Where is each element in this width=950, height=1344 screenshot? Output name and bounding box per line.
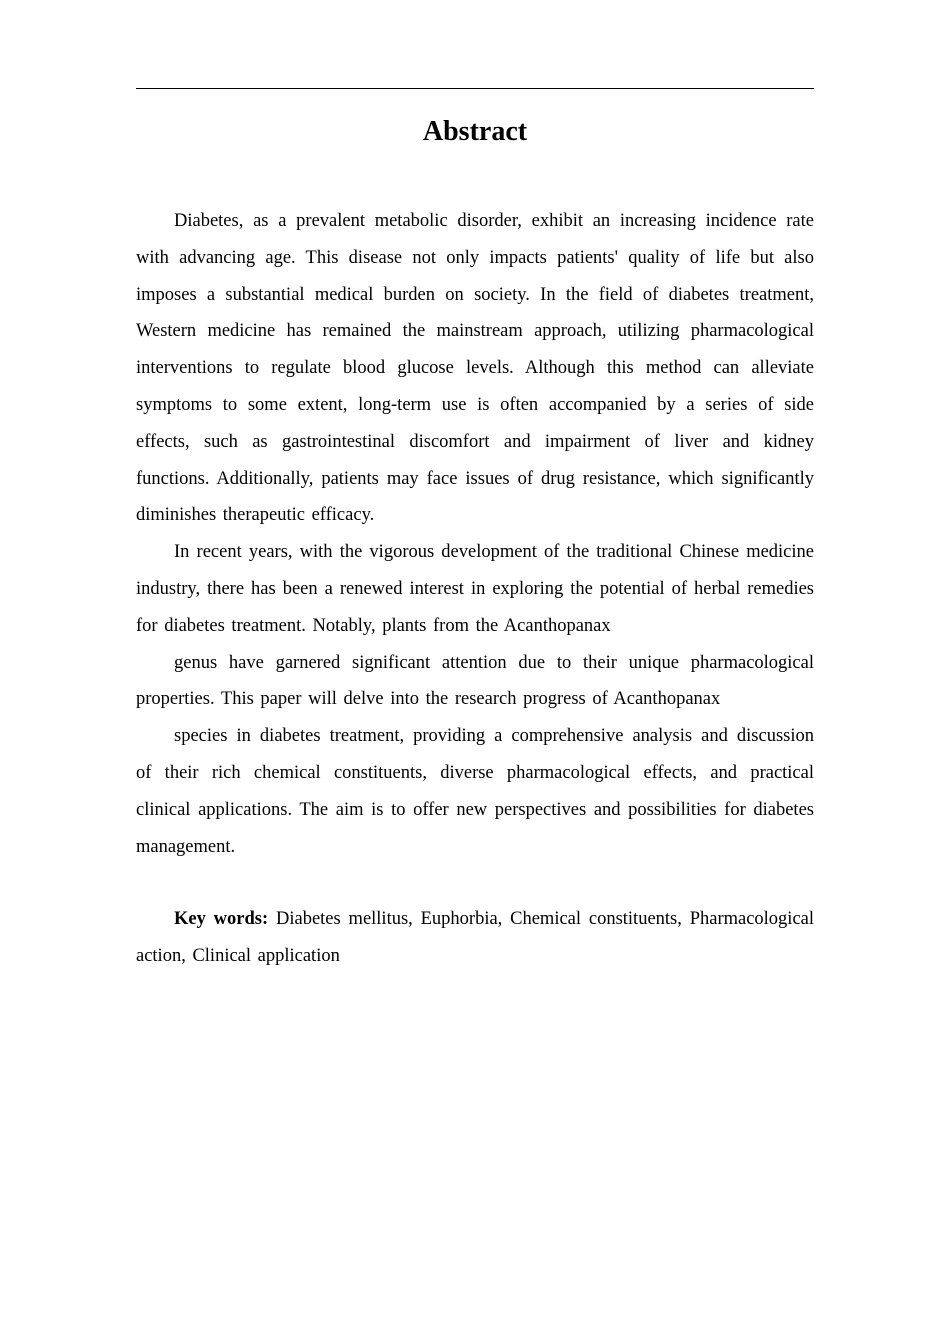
keywords-line (136, 901, 814, 975)
abstract-paragraph-3: genus have garnered significant attention due to their unique pharmacological properties. This paper will delve into the research progress of Acanthopanax (136, 652, 814, 710)
abstract-title: Abstract (422, 116, 528, 147)
header-rule (136, 88, 814, 89)
keywords-label: Key words: (174, 909, 269, 929)
abstract-paragraph-1: Diabetes, as a prevalent metabolic disorder, exhibit an increasing incidence rate with advancing age. This disease not only impacts patients' quality of life but also imposes a substantial medical burden on society. In the field of diabetes treatment, Western medicine has remained the mainstream approach, utilizing pharmacological interventions to regulate blood glucose levels. Although this method can alleviate symptoms to some extent, long-term use is often accompanied by a series of side effects, such as gastrointestinal discomfort and impairment of liver and kidney functions. Additionally, patients may face issues of drug resistance, which significantly diminishes therapeutic efficacy. (136, 211, 814, 526)
keywords-text: Diabetes mellitus, Euphorbia, Chemical constituents, Pharmacological action, Clinical application (136, 909, 815, 966)
abstract-paragraph-2: In recent years, with the vigorous development of the traditional Chinese medicine industry, there has been a renewed interest in exploring the potential of herbal remedies for diabetes treatment. Notably, plants from the Acanthopanax (136, 542, 814, 636)
abstract-paragraph-4: species in diabetes treatment, providing a comprehensive analysis and discussion of their rich chemical constituents, diverse pharmacological effects, and practical clinical applications. The aim is to offer new perspectives and possibilities for diabetes management. (136, 726, 814, 857)
abstract-body (136, 203, 814, 865)
